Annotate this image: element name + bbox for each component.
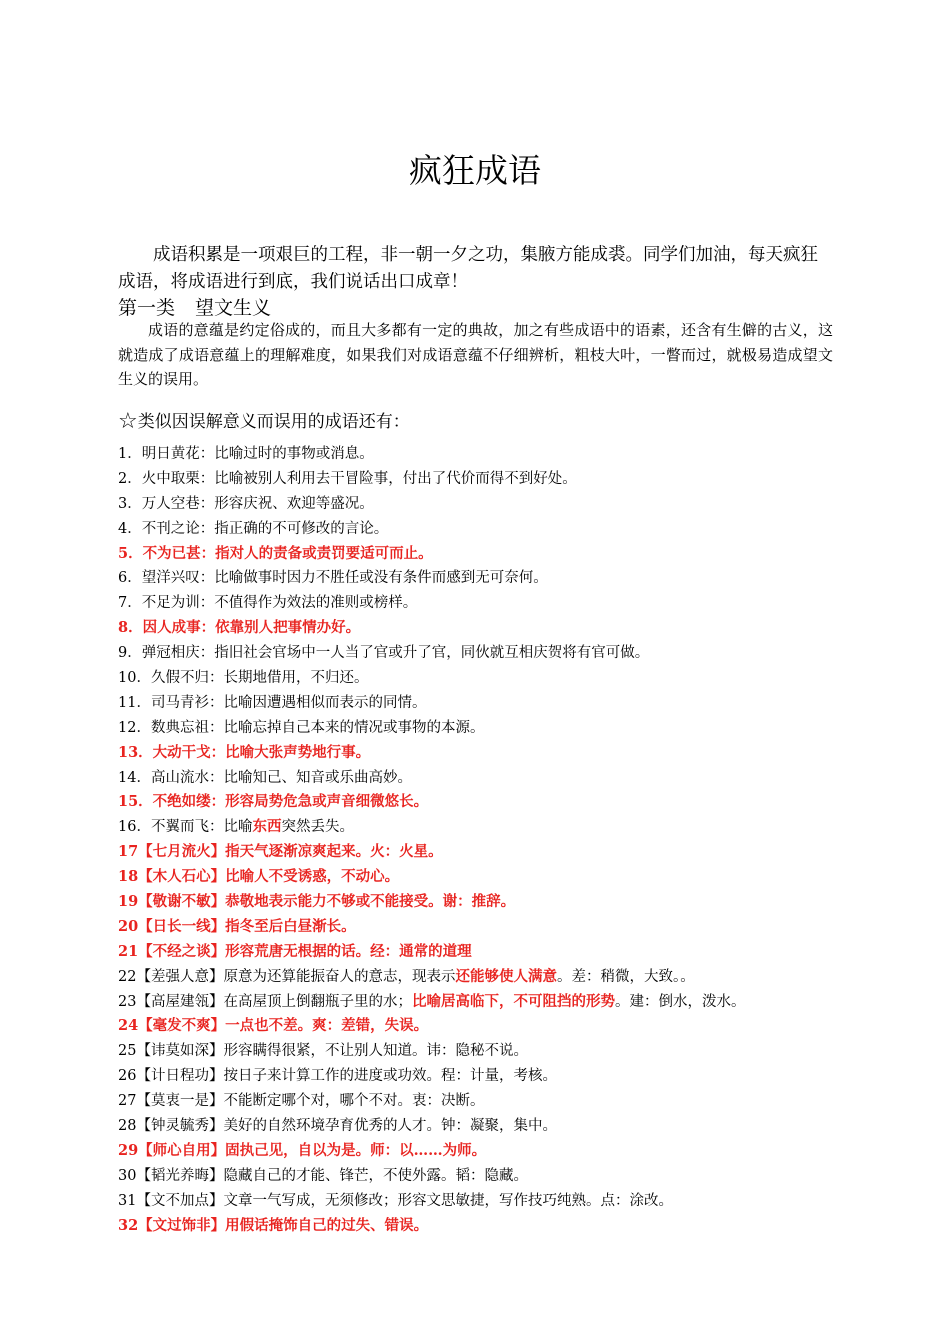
list-item: 4．不刊之论：指正确的不可修改的言论。: [118, 520, 389, 537]
highlighted-text: 东西: [252, 818, 282, 836]
subheading-text: 类似因误解意义而误用的成语还有：: [137, 412, 410, 432]
item-text-segment: 22【差强人意】原意为还算能振奋人的意志，现表示: [118, 968, 456, 985]
list-item: 25【讳莫如深】形容瞒得很紧，不让别人知道。讳：隐秘不说。: [118, 1043, 528, 1060]
idiom-list: [118, 442, 838, 1239]
document-title: 疯狂成语: [409, 151, 541, 190]
list-item: 18【木人石心】比喻人不受诱惑，不动心。: [118, 868, 400, 886]
list-item: 21【不经之谈】形容荒唐无根据的话。经：通常的道理: [118, 942, 472, 960]
list-item: 32【文过饰非】用假话掩饰自己的过失、错误。: [118, 1216, 429, 1234]
list-item: 27【莫衷一是】不能断定哪个对，哪个不对。衷：决断。: [118, 1093, 485, 1110]
list-item: 31【文不加点】文章一气写成，无须修改；形容文思敏捷，写作技巧纯熟。点：涂改。: [118, 1192, 673, 1209]
list-item: 30【韬光养晦】隐藏自己的才能、锋芒，不使外露。韬：隐藏。: [118, 1167, 528, 1184]
list-subheading: [118, 408, 410, 436]
list-item: 6．望洋兴叹：比喻做事时因力不胜任或没有条件而感到无可奈何。: [118, 570, 548, 587]
list-item: 26【计日程功】按日子来计算工作的进度或功效。程：计量，考核。: [118, 1068, 557, 1085]
list-item: 28【钟灵毓秀】美好的自然环境孕育优秀的人才。钟：凝聚，集中。: [118, 1118, 557, 1135]
item-text-segment: 。差：稍微，大致。。: [556, 968, 695, 985]
item-text-segment: 16．不翼而飞：比喻: [118, 819, 253, 836]
section-label: 第一类: [118, 297, 176, 319]
list-item: 3．万人空巷：形容庆祝、欢迎等盛况。: [118, 495, 374, 512]
list-item: 2．火中取栗：比喻被别人利用去干冒险事，付出了代价而得不到好处。: [118, 470, 577, 487]
list-item: 14．高山流水：比喻知己、知音或乐曲高妙。: [118, 769, 412, 786]
list-item: 20【日长一线】指冬至后白昼渐长。: [118, 917, 356, 935]
list-item: 15．不绝如缕：形容局势危急或声音细微悠长。: [118, 793, 429, 811]
list-item: 9．弹冠相庆：指旧社会官场中一人当了官或升了官，同伙就互相庆贺将有官可做。: [118, 645, 650, 662]
list-item: [118, 990, 838, 1015]
list-item: [118, 815, 838, 840]
list-item: 13．大动干戈：比喻大张声势地行事。: [118, 743, 371, 761]
list-item: 12．数典忘祖：比喻忘掉自己本来的情况或事物的本源。: [118, 719, 485, 736]
item-text-segment: 23【高屋建瓴】在高屋顶上倒翻瓶子里的水；: [118, 993, 412, 1010]
highlighted-text: 还能够使人满意: [455, 967, 557, 985]
item-text-segment: 。建：倒水，泼水。: [614, 993, 746, 1010]
list-item: 19【敬谢不敏】恭敬地表示能力不够或不能接受。谢：推辞。: [118, 893, 516, 911]
list-item: 8．因人成事：依靠别人把事情办好。: [118, 619, 361, 637]
list-item: 24【毫发不爽】一点也不差。爽：差错，失误。: [118, 1017, 429, 1035]
section-body: 成语的意蕴是约定俗成的，而且大多都有一定的典故，加之有些成语中的语素，还含有生僻的古义，这就造成了成语意蕴上的理解难度，如果我们对成语意蕴不仔细辨析，粗枝大叶，一瞥而过，就极易造成望文生义的误用。: [118, 321, 833, 388]
highlighted-text: 比喻居高临下，不可阻挡的形势: [411, 992, 615, 1010]
item-text-segment: 突然丢失。: [281, 819, 354, 836]
list-item: 17【七月流火】指天气逐渐凉爽起来。火：火星。: [118, 843, 443, 861]
list-item: 10．久假不归：长期地借用，不归还。: [118, 670, 369, 687]
list-item: 1．明日黄花：比喻过时的事物或消息。: [118, 446, 374, 462]
section-name: 望文生义: [195, 297, 272, 319]
list-item: 29【师心自用】固执己见，自以为是。师：以……为师。: [118, 1141, 487, 1159]
list-item: 5．不为已甚：指对人的责备或责罚要适可而止。: [118, 544, 433, 562]
list-item: [118, 965, 838, 990]
list-item: 11．司马青衫：比喻因遭遇相似而表示的同情。: [118, 694, 427, 711]
star-icon: ☆: [118, 409, 138, 434]
list-item: 7．不足为训：不值得作为效法的准则或榜样。: [118, 595, 418, 612]
intro-paragraph: 成语积累是一项艰巨的工程，非一朝一夕之功，集腋方能成裘。同学们加油，每天疯狂成语，将成语进行到底，我们说话出口成章！: [118, 245, 818, 292]
